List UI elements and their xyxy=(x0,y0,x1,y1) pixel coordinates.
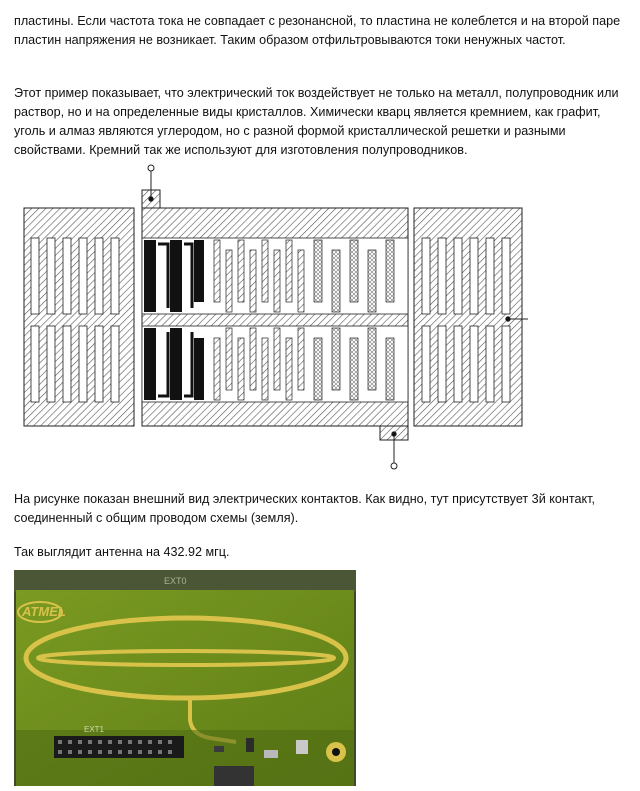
paragraph-antenna: Так выглядит антенна на 432.92 мгц. xyxy=(14,545,230,559)
paragraph-filter-explanation: пластины. Если частота тока не совпадает с резонансной, то пластина не колеблется и на второй паре пластин напряжения не возникает. Таким образом отфильтровываются токи ненужных частот. xyxy=(14,14,621,47)
saw-filter-diagram xyxy=(18,158,528,470)
silk-header-label: EXT1 xyxy=(84,725,105,734)
paragraph-quartz-crystal: Этот пример показывает, что электрический ток воздействует не только на металл, полупроводник или раствор, но и на определенные виды кристаллов. Химически кварц является кремнием, как графит, уголь и алмаз являются углеродом, но с разной формой кристаллической решетки и разными свойствами. Кремний так же используют для изготовления полупроводников. xyxy=(14,86,619,157)
silk-top-label: EXT0 xyxy=(164,576,187,586)
left-reflector-block xyxy=(24,208,134,426)
right-reflector-block xyxy=(414,208,522,426)
central-transducer-block xyxy=(142,190,408,440)
paragraph-contacts: На рисунке показан внешний вид электрических контактов. Как видно, тут присутствует 3й контакт, соединенный с общим проводом схемы (земля). xyxy=(14,492,595,525)
antenna-pcb-photo xyxy=(14,570,356,786)
svg-text:ATMEL: ATMEL xyxy=(22,604,66,619)
